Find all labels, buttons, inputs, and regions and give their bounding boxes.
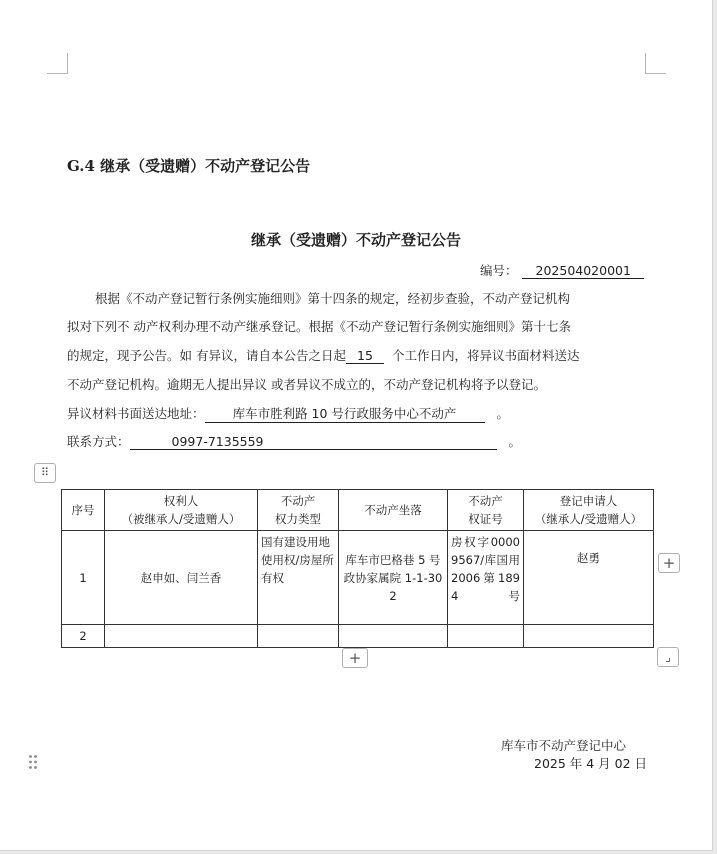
header-location: 不动产坐落 [339,490,448,531]
contact-label: 联系方式： [67,434,130,449]
address-end: 。 [496,406,509,421]
address-line [67,404,509,423]
table-row [62,531,654,625]
header-type-line1: 不动产 [280,494,316,508]
header-holder [105,490,258,531]
number-line [480,261,644,279]
row1-type[interactable]: 国有建设用地使用权/房屋所有权 [258,531,339,625]
notice-title: 继承（受遗赠）不动产登记公告 [250,231,461,249]
table-header-row [62,490,654,531]
paragraph-line-2: 拟对下列不 动产权利办理不动产继承登记。根据《不动产登记暂行条例实施细则》第十七条 [67,319,571,334]
row1-holder[interactable]: 赵申如、闫兰香 [105,531,258,625]
header-cert [448,490,524,531]
header-type-line2: 权力类型 [275,512,321,526]
row2-applicant[interactable] [524,625,654,648]
table-move-handle-icon[interactable]: ⠿ [34,463,56,483]
signature-date: 2025 年 4 月 02 日 [534,756,648,771]
header-applicant-line2: （继承人/受遗赠人） [534,512,643,526]
add-row-icon[interactable]: + [342,648,368,668]
signature-organization: 库车市不动产登记中心 [501,738,627,753]
row1-cert[interactable]: 房权字00009567/库国用2006第1894号 [448,531,524,625]
paragraph-line-1: 根据《不动产登记暂行条例实施细则》第十四条的规定，经初步查验，不动产登记机构 [95,291,571,306]
registration-table [61,489,654,648]
header-applicant-line1: 登记申请人 [559,494,618,508]
crop-mark-top-left [47,53,68,74]
days-value: 15 [346,348,384,364]
header-holder-line2: （被继承人/受遗赠人） [121,512,241,526]
header-seq: 序号 [62,490,105,531]
header-cert-line2: 权证号 [468,512,503,526]
row2-seq[interactable]: 2 [62,625,105,648]
section-heading: G.4 继承（受遗赠）不动产登记公告 [67,157,311,175]
paragraph-drag-handle-icon[interactable] [28,754,38,770]
row2-type[interactable] [258,625,339,648]
drag-dots-icon [28,754,38,770]
header-type [258,490,339,531]
paragraph-line-3-a: 的规定，现予公告。如 有异议，请自本公告之日起 [67,348,346,363]
row1-seq[interactable]: 1 [62,531,105,625]
address-value: 库车市胜利路 10 号行政服务中心不动产 [205,404,485,423]
table-row [62,625,654,648]
row2-location[interactable] [339,625,448,648]
address-label: 异议材料书面送达地址： [67,406,205,421]
contact-line [67,432,521,450]
row2-holder[interactable] [105,625,258,648]
add-column-icon[interactable]: + [658,553,680,573]
paragraph-line-3 [67,346,579,364]
paragraph-line-4: 不动产登记机构。逾期无人提出异议 或者异议不成立的，不动产登记机构将予以登记。 [67,377,546,392]
row1-applicant[interactable]: 赵勇 [524,531,654,625]
contact-end: 。 [508,434,521,449]
header-applicant [524,490,654,531]
contact-value: 0997-7135559 [130,434,497,450]
header-holder-line1: 权利人 [163,494,199,508]
row1-location[interactable]: 库车市巴格巷 5 号政协家属院 1-1-302 [339,531,448,625]
number-value: 202504020001 [522,263,644,279]
table-resize-icon[interactable]: ⌟ [657,647,679,667]
row2-cert[interactable] [448,625,524,648]
paragraph-line-3-b: 个工作日内，将异议书面材料送达 [391,348,580,363]
crop-mark-top-right [645,53,666,74]
number-label: 编号： [480,263,518,278]
header-cert-line1: 不动产 [468,494,503,508]
